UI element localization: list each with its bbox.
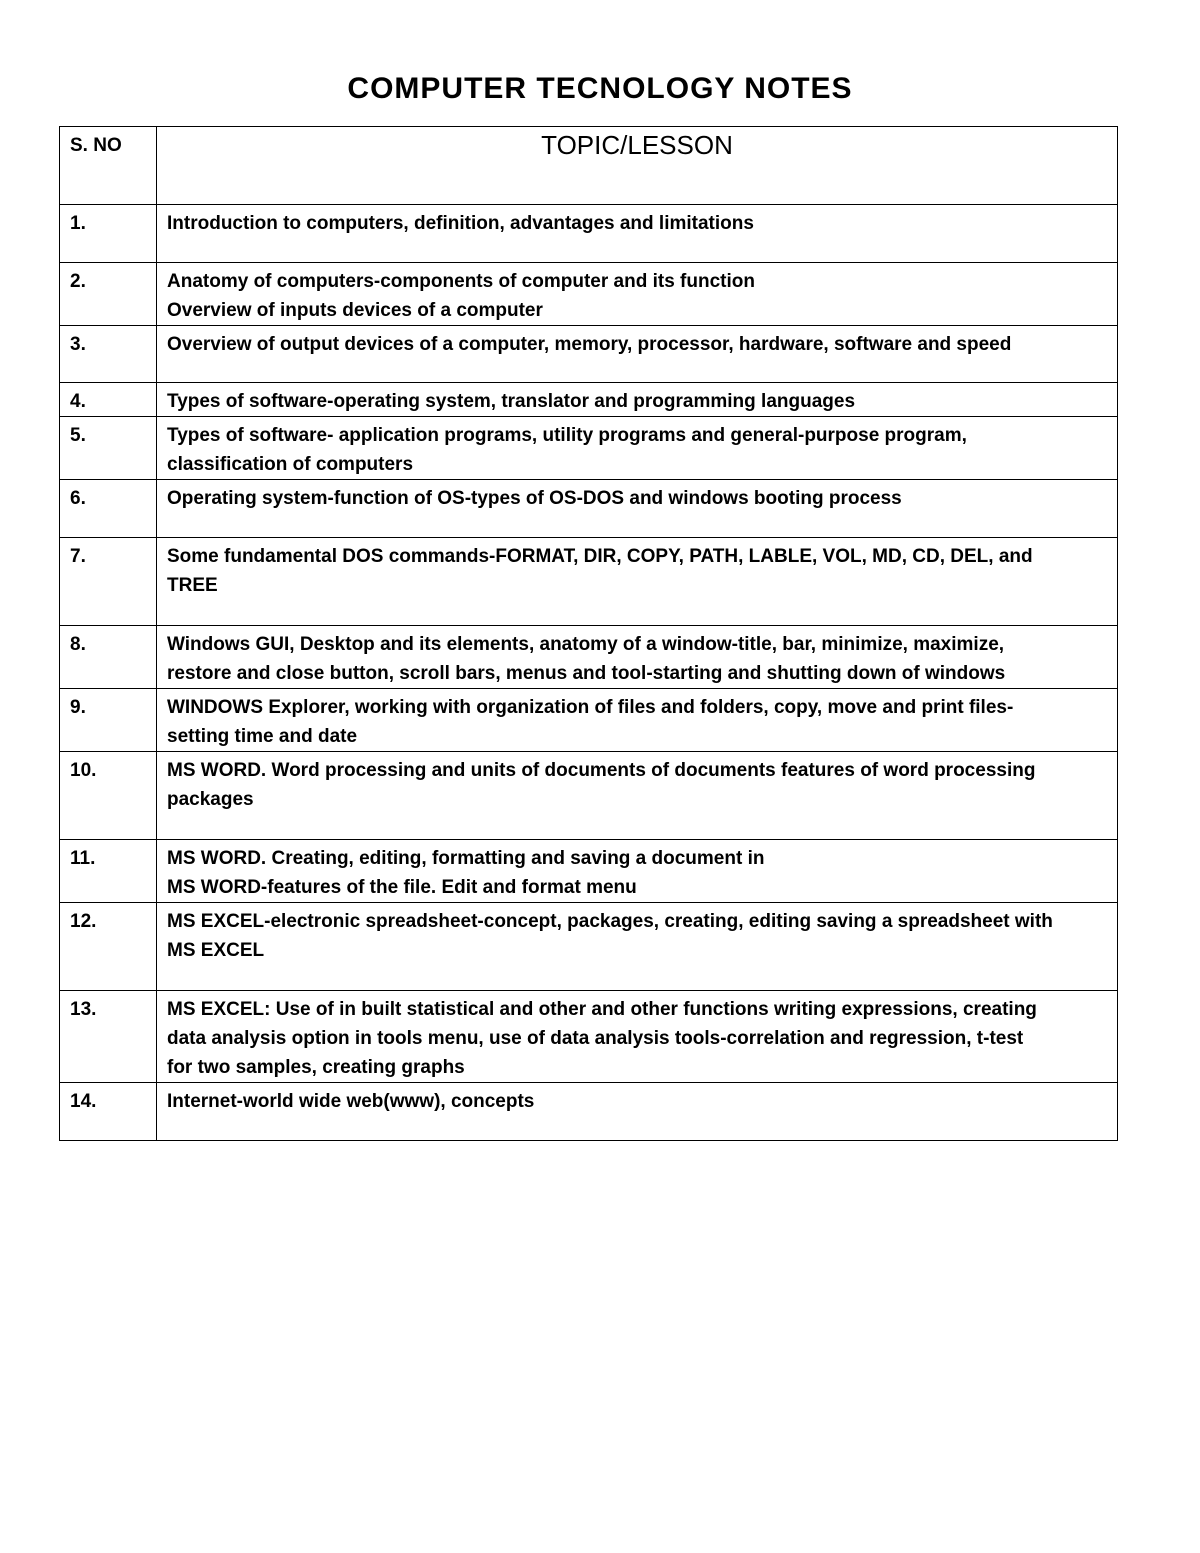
topic-line: setting time and date <box>167 726 358 747</box>
row-sno: 8. <box>60 626 157 689</box>
topic-line: MS EXCEL-electronic spreadsheet-concept, packages, creating, editing saving a spreadsheet with <box>167 911 1053 932</box>
topic-line: Operating system-function of OS-types of OS-DOS and windows booting process <box>167 488 902 509</box>
topic-line: MS EXCEL: Use of in built statistical and other and other functions writing expressions, creating <box>167 999 1037 1020</box>
notes-table <box>59 126 1118 1141</box>
table-row <box>60 326 1118 383</box>
topic-line: Overview of output devices of a computer, memory, processor, hardware, software and speed <box>167 334 1012 355</box>
topic-line: MS EXCEL <box>167 940 265 961</box>
table-row <box>60 840 1118 903</box>
row-sno: 11. <box>60 840 157 903</box>
row-topic <box>157 417 1118 480</box>
table-body <box>60 205 1118 1141</box>
row-sno: 14. <box>60 1083 157 1141</box>
topic-line: Anatomy of computers-components of computer and its function <box>167 271 755 292</box>
topic-line: Types of software-operating system, translator and programming languages <box>167 391 856 412</box>
topic-line: Some fundamental DOS commands-FORMAT, DIR, COPY, PATH, LABLE, VOL, MD, CD, DEL, and <box>167 546 1033 567</box>
table-row <box>60 538 1118 626</box>
row-topic <box>157 1083 1118 1141</box>
topic-line: Internet-world wide web(www), concepts <box>167 1091 535 1112</box>
row-sno: 13. <box>60 991 157 1083</box>
row-sno: 12. <box>60 903 157 991</box>
row-sno: 4. <box>60 383 157 417</box>
topic-line: for two samples, creating graphs <box>167 1057 465 1078</box>
table-header-row <box>60 127 1118 205</box>
topic-line: Overview of inputs devices of a computer <box>167 300 543 321</box>
topic-line: Types of software- application programs, utility programs and general-purpose program, <box>167 425 967 446</box>
row-sno: 5. <box>60 417 157 480</box>
table-row <box>60 383 1118 417</box>
table-row <box>60 417 1118 480</box>
row-sno: 10. <box>60 752 157 840</box>
table-row <box>60 991 1118 1083</box>
topic-line: MS WORD. Creating, editing, formatting and saving a document in <box>167 848 765 869</box>
topic-line: Introduction to computers, definition, advantages and limitations <box>167 213 754 234</box>
topic-line: MS WORD. Word processing and units of documents of documents features of word processing <box>167 760 1036 781</box>
row-topic <box>157 626 1118 689</box>
header-topic: TOPIC/LESSON <box>157 127 1118 205</box>
topic-line: TREE <box>167 575 218 596</box>
row-sno: 9. <box>60 689 157 752</box>
topic-line: restore and close button, scroll bars, menus and tool-starting and shutting down of windows <box>167 663 1006 684</box>
row-topic <box>157 480 1118 538</box>
row-topic <box>157 752 1118 840</box>
row-sno: 1. <box>60 205 157 263</box>
row-topic <box>157 903 1118 991</box>
row-sno: 3. <box>60 326 157 383</box>
topic-line: WINDOWS Explorer, working with organization of files and folders, copy, move and print files- <box>167 697 1014 718</box>
table-row <box>60 903 1118 991</box>
topic-line: classification of computers <box>167 454 414 475</box>
row-topic <box>157 263 1118 326</box>
table-row <box>60 205 1118 263</box>
page-title: COMPUTER TECNOLOGY NOTES <box>347 72 853 105</box>
table-row <box>60 263 1118 326</box>
topic-line: data analysis option in tools menu, use of data analysis tools-correlation and regression, t-test <box>167 1028 1024 1049</box>
topic-line: packages <box>167 789 254 810</box>
row-topic <box>157 840 1118 903</box>
table-row <box>60 480 1118 538</box>
table-row <box>60 689 1118 752</box>
table-row <box>60 752 1118 840</box>
row-sno: 6. <box>60 480 157 538</box>
row-sno: 7. <box>60 538 157 626</box>
table-row <box>60 1083 1118 1141</box>
table-row <box>60 626 1118 689</box>
row-sno: 2. <box>60 263 157 326</box>
row-topic <box>157 689 1118 752</box>
row-topic <box>157 991 1118 1083</box>
header-sno: S. NO <box>60 127 157 205</box>
row-topic <box>157 326 1118 383</box>
row-topic <box>157 205 1118 263</box>
topic-line: Windows GUI, Desktop and its elements, anatomy of a window-title, bar, minimize, maximize, <box>167 634 1005 655</box>
topic-line: MS WORD-features of the file. Edit and format menu <box>167 877 637 898</box>
row-topic <box>157 538 1118 626</box>
row-topic <box>157 383 1118 417</box>
